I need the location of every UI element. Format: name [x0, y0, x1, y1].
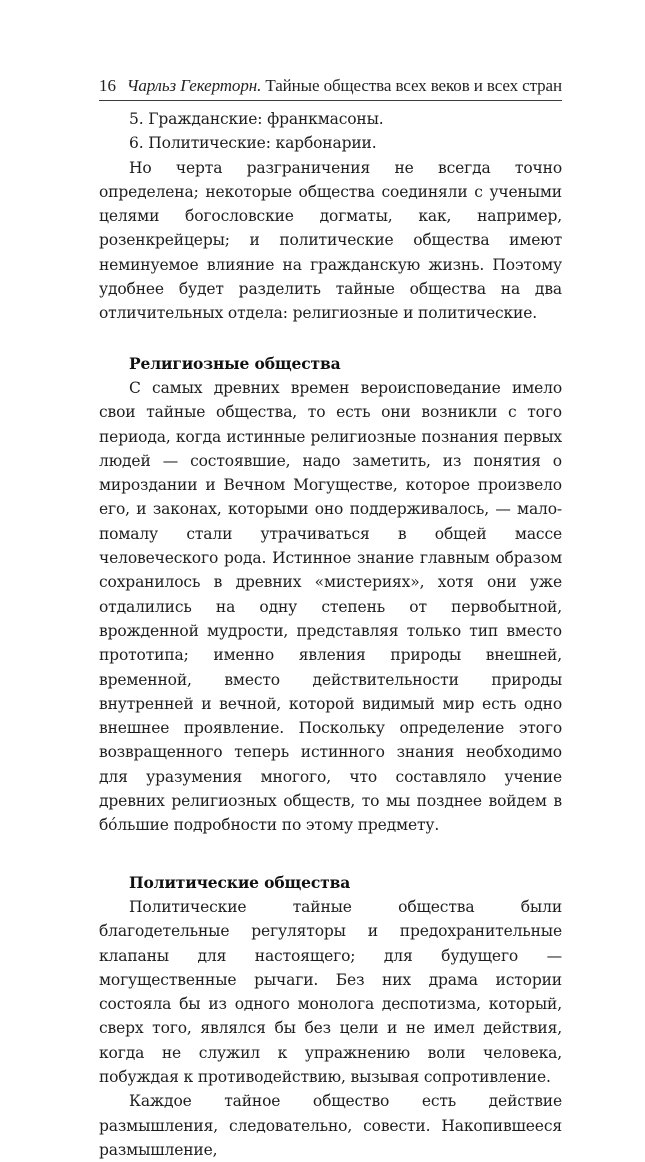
political-paragraph: Политические тайные общества были благодетельные регуляторы и предохранительные клапаны для настоящего; для будущего — могущественные рычаги. Без них драма истории состояла бы из одного монолога деспотизма, который, сверх того, являлся бы без цели и не имел действия, когда не служил к упражнению воли человека, побуждая к противодействию, вызывая сопротивление. [99, 897, 562, 1086]
page-body [99, 107, 562, 1162]
header-author: Чарльз Гекерторн. [126, 76, 262, 95]
section-heading-religious: Религиозные общества [129, 353, 341, 373]
book-page [99, 76, 562, 1162]
religious-paragraph: С самых древних времен вероисповедание имело свои тайные общества, то есть они возникли с того периода, когда истинные религиозные познания первых людей — состоявшие, надо заметить, из понятия о мироздании и Вечном Могуществе, которое произвело его, и законах, которыми оно поддерживалось, — мало-помалу стали утрачиваться в общей массе человеческого рода. Истинное знание главным образом сохранилось в древних «мистериях», хотя они уже отдалились на одну степень от первобытной, врожденной мудрости, представляя только тип вместо прототипа; именно явления природы внешней, временной, вместо действительности природы внутренней и вечной, которой видимый мир есть одно внешнее проявление. Поскольку определение этого возвращенного теперь истинного знания необходимо для уразумения многого, что составляло учение древних религиозных обществ, то мы позднее войдем в бо́льшие подробности по этому предмету. [99, 378, 562, 835]
header-book-title-line [127, 76, 562, 96]
intro-paragraph: Но черта разграничения не всегда точно определена; некоторые общества соединяли с учеными целями богословские догматы, как, например, розенкрейцеры; и политические общества имеют неминуемое влияние на гражданскую жизнь. Поэтому удобнее будет разделить тайные общества на два отличительных отдела: религиозные и политические. [99, 158, 562, 323]
running-header [99, 76, 562, 101]
page-number: 16 [99, 76, 116, 95]
list-item: 5. Гражданские: франкмасоны. [129, 110, 384, 128]
political-paragraph-continued: Каждое тайное общество есть действие размышления, следовательно, совести. Накопившееся размышление, [99, 1092, 562, 1159]
header-book-title: Тайные общества всех веков и всех стран [265, 76, 562, 95]
list-item: 6. Политические: карбонарии. [129, 134, 377, 153]
section-heading-political: Политические общества [129, 872, 351, 892]
